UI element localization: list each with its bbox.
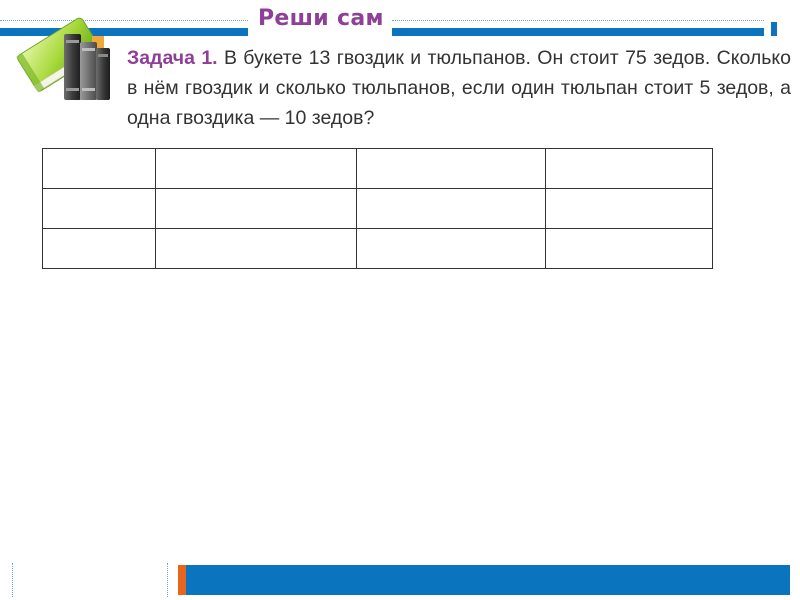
footer-dotted-line-left — [12, 563, 13, 597]
footer-bar — [186, 565, 790, 595]
table-cell[interactable] — [357, 229, 546, 269]
table-cell[interactable] — [43, 229, 156, 269]
header-end-mark — [771, 22, 777, 36]
table-cell[interactable] — [546, 189, 713, 229]
table-cell[interactable] — [156, 149, 357, 189]
table-cell[interactable] — [546, 229, 713, 269]
footer-dotted-line-middle — [167, 563, 168, 597]
footer-orange-marker — [178, 565, 186, 595]
slide-title: Реши сам — [258, 6, 384, 31]
table-cell[interactable] — [546, 149, 713, 189]
table-row — [43, 189, 713, 229]
table-row — [43, 229, 713, 269]
answer-table — [42, 148, 713, 269]
books-icon — [8, 4, 136, 104]
header-bar-right — [392, 28, 764, 36]
table-row — [43, 149, 713, 189]
table-cell[interactable] — [43, 189, 156, 229]
table-cell[interactable] — [156, 189, 357, 229]
table-cell[interactable] — [357, 189, 546, 229]
table-cell[interactable] — [357, 149, 546, 189]
task-body: В букете 13 гвоздик и тюльпанов. Он стоит 75 зедов. Сколько в нём гвоздик и сколько тюльпанов, если один тюльпан стоит 5 зедов, а одна гвоздика — 10 зедов? — [127, 47, 791, 129]
header-dotted-line-right — [392, 20, 764, 21]
table-cell[interactable] — [43, 149, 156, 189]
task-label: Задача 1. — [127, 47, 218, 69]
table-cell[interactable] — [156, 229, 357, 269]
task-text — [127, 43, 791, 133]
